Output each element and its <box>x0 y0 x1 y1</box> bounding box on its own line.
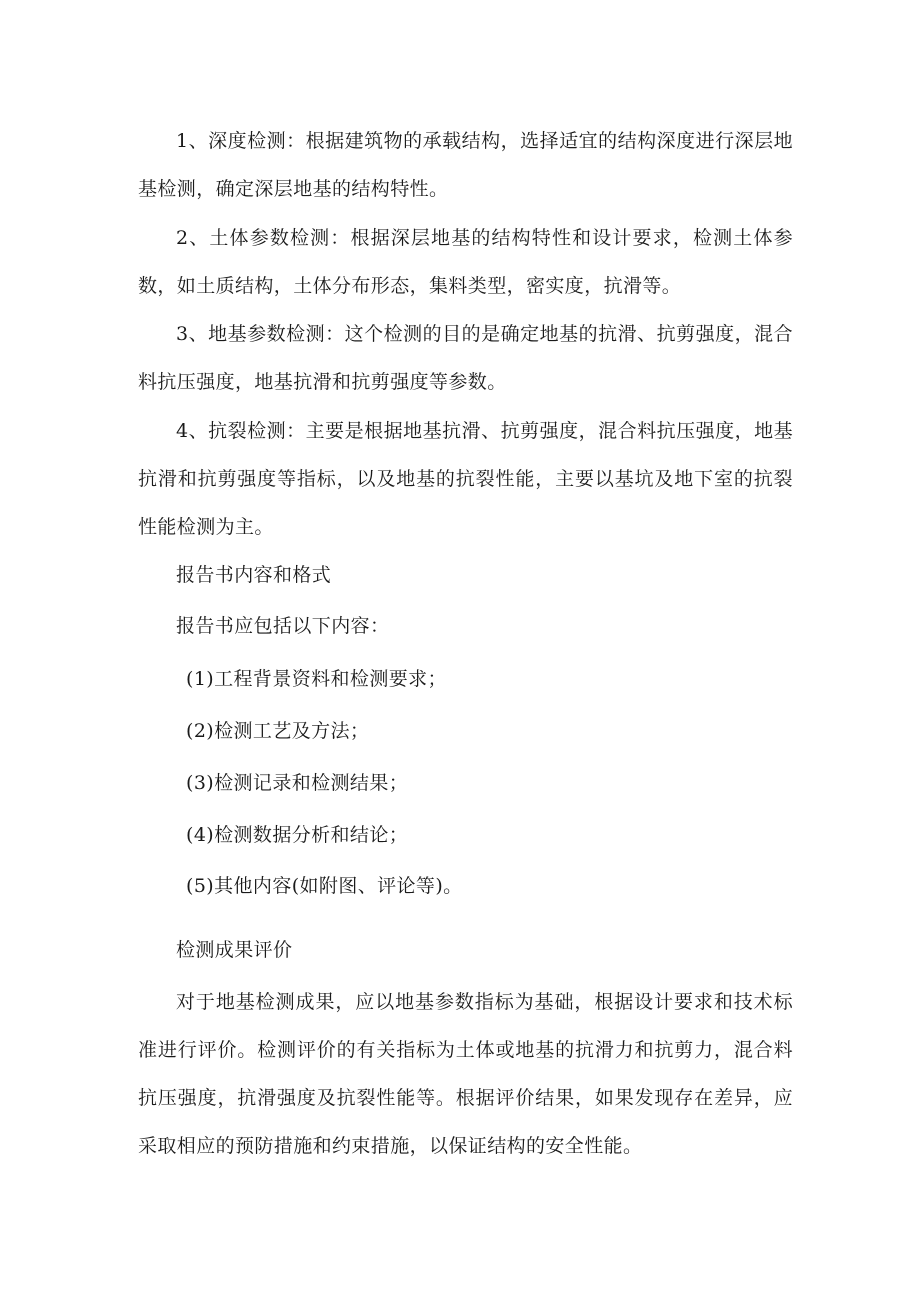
report-intro: 报告书应包括以下内容： <box>176 615 390 637</box>
paragraph-soil-parameter-test: 2、土体参数检测：根据深层地基的结构特性和设计要求，检测土体参数，如土质结构，土体分布形态，集料类型，密实度，抗滑等。 <box>138 227 793 297</box>
heading-report-content: 报告书内容和格式 <box>176 564 332 586</box>
paragraph-depth-test: 1、深度检测：根据建筑物的承载结构，选择适宜的结构深度进行深层地基检测，确定深层地基的结构特性。 <box>138 130 793 200</box>
paragraph-foundation-parameter-test: 3、地基参数检测：这个检测的目的是确定地基的抗滑、抗剪强度，混合料抗压强度，地基抗滑和抗剪强度等参数。 <box>138 323 793 393</box>
report-list-item: (5)其他内容(如附图、评论等)。 <box>186 875 463 897</box>
report-list-item: (4)检测数据分析和结论； <box>186 824 409 846</box>
report-list-item: (3)检测记录和检测结果； <box>186 772 409 794</box>
heading-evaluation: 检测成果评价 <box>176 939 293 961</box>
report-list-item: (1)工程背景资料和检测要求； <box>186 668 447 690</box>
report-list-item: (2)检测工艺及方法； <box>186 720 370 742</box>
paragraph-crack-resistance-test: 4、抗裂检测：主要是根据地基抗滑、抗剪强度，混合料抗压强度，地基抗滑和抗剪强度等指标，以及地基的抗裂性能，主要以基坑及地下室的抗裂性能检测为主。 <box>138 420 793 538</box>
paragraph-evaluation-body: 对于地基检测成果，应以地基参数指标为基础，根据设计要求和技术标准进行评价。检测评价的有关指标为土体或地基的抗滑力和抗剪力，混合料抗压强度，抗滑强度及抗裂性能等。根据评价结果，如果发现存在差异，应采取相应的预防措施和约束措施，以保证结构的安全性能。 <box>138 991 793 1157</box>
